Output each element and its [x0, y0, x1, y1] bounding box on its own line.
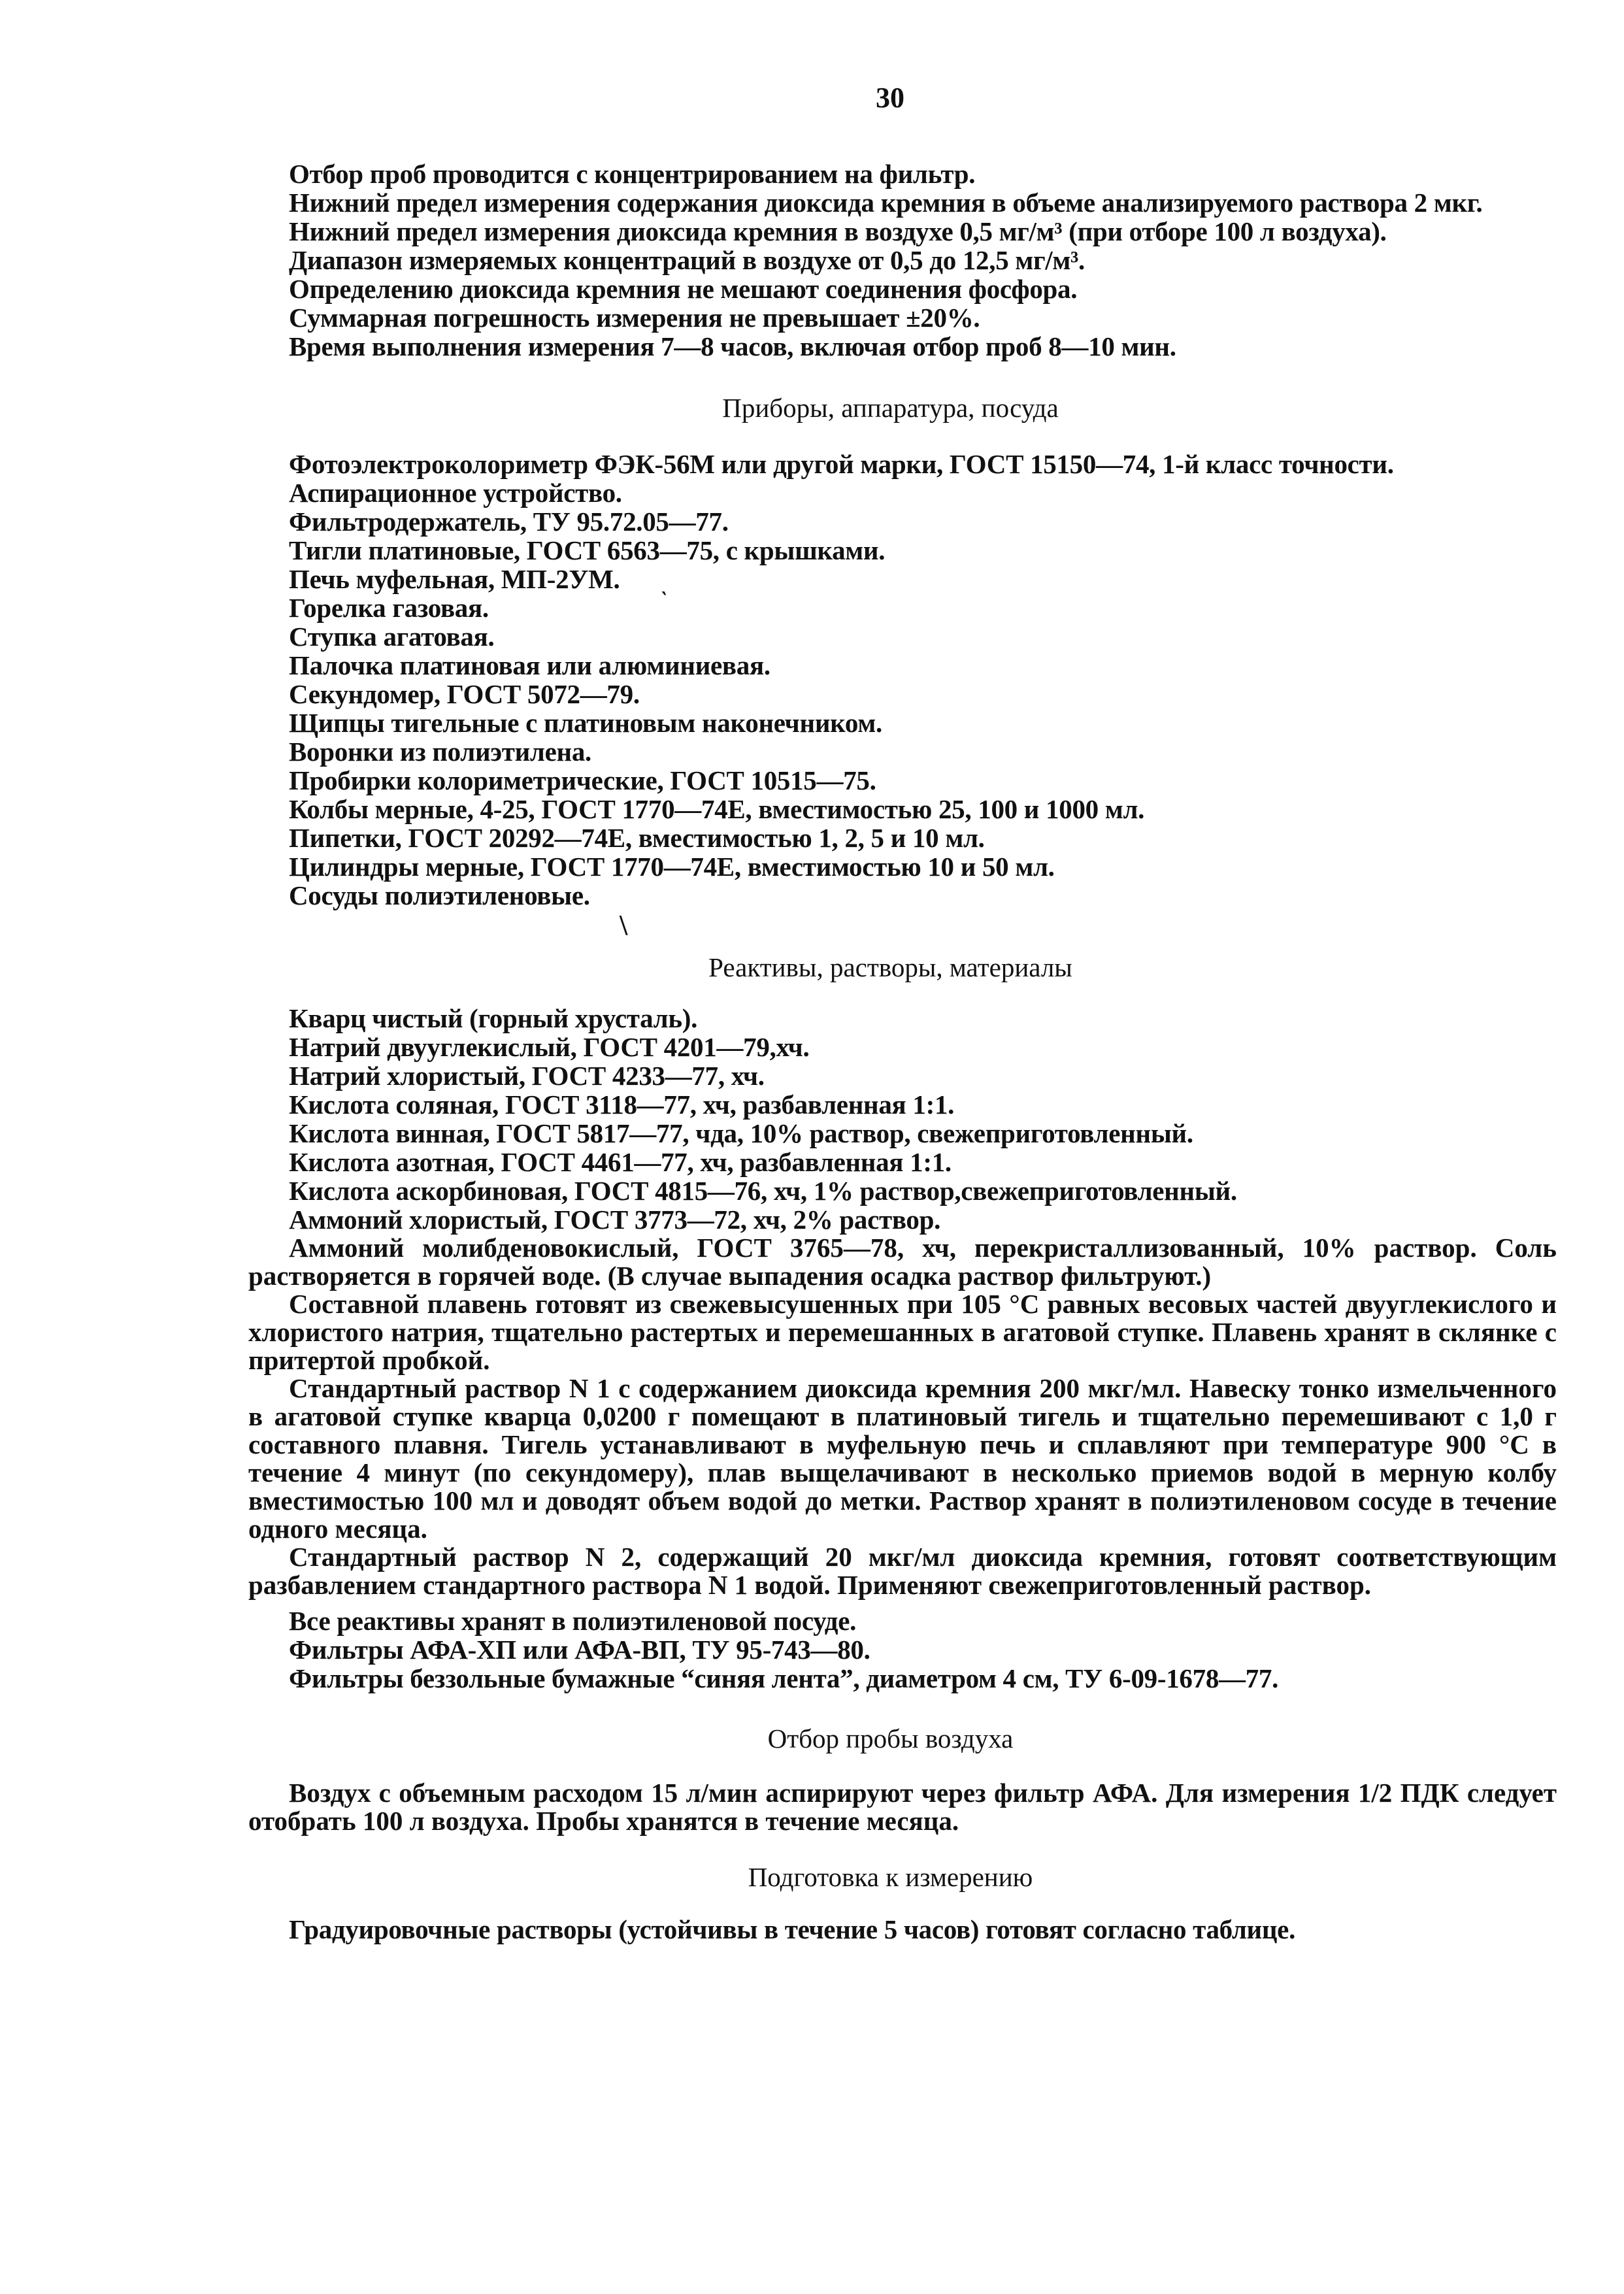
reagent-item: Натрий хлористый, ГОСТ 4233—77, хч. [289, 1061, 765, 1091]
equipment-item: Секундомер, ГОСТ 5072—79. [289, 679, 640, 709]
equipment-item: Печь муфельная, МП-2УМ. [289, 564, 620, 594]
reagent-note: Фильтры беззольные бумажные “синяя лента”, диаметром 4 см, ТУ 6-09-1678—77. [289, 1663, 1279, 1693]
reagent-item: Кварц чистый (горный хрусталь). [289, 1003, 698, 1033]
equipment-item: Пробирки колориметрические, ГОСТ 10515—75. [289, 765, 876, 795]
reagent-item: Кислота соляная, ГОСТ 3118—77, хч, разбавленная 1:1. [289, 1089, 955, 1120]
preparation-text: Градуировочные растворы (устойчивы в течение 5 часов) готовят согласно таблице. [289, 1914, 1296, 1944]
scan-mark: \ [620, 909, 628, 941]
equipment-item: Горелка газовая. [289, 593, 489, 623]
reagent-note: Фильтры АФА-ХП или АФА-ВП, ТУ 95-743—80. [289, 1635, 870, 1665]
intro-line: Диапазон измеряемых концентраций в воздухе от 0,5 до 12,5 мг/м³. [289, 245, 1085, 275]
section-heading-reagents: Реактивы, растворы, материалы [708, 952, 1072, 982]
equipment-item: Фотоэлектроколориметр ФЭК-56М или другой марки, ГОСТ 15150—74, 1-й класс точности. [289, 449, 1394, 479]
equipment-item: Сосуды полиэтиленовые. [289, 880, 590, 910]
reagent-item: Кислота винная, ГОСТ 5817—77, чда, 10% раствор, свежеприготовленный. [289, 1118, 1193, 1148]
section-heading-equipment: Приборы, аппаратура, посуда [722, 393, 1059, 423]
sampling-block [248, 1779, 1557, 1835]
reagents-paragraphs [248, 1234, 1557, 1599]
reagent-paragraph: Стандартный раствор N 2, содержащий 20 мкг/мл диоксида кремния, готовят соответствующим разбавлением стандартного раствора N 1 водой. Применяют свежеприготовленный раствор. [248, 1542, 1557, 1600]
reagent-paragraph: Аммоний молибденовокислый, ГОСТ 3765—78, хч, перекристаллизованный, 10% раствор. Соль растворяется в горячей воде. (В случае выпадения осадка раствор фильтруют.) [248, 1233, 1557, 1291]
reagents-tail [289, 1606, 1557, 1693]
reagent-paragraph: Стандартный раствор N 1 с содержанием диоксида кремния 200 мкг/мл. Навеску тонко измельченного в агатовой ступке кварца 0,0200 г помещают в платиновый тигель и тщательно перемешивают с 1,0 г составного плавня. Тигель устанавливают в муфельную печь и сплавляют при температуре 900 °С в течение 4 минут (по секундомеру), плав выщелачивают в несколько приемов водой в мерную колбу вместимостью 100 мл и доводят объем водой до метки. Раствор хранят в полиэтиленовом сосуде в течение одного месяца. [248, 1373, 1557, 1544]
reagent-item: Кислота аскорбиновая, ГОСТ 4815—76, хч, 1% раствор,свежеприготовленный. [289, 1176, 1237, 1206]
preparation-block [289, 1915, 1557, 1944]
section-heading-sampling: Отбор пробы воздуха [767, 1723, 1014, 1754]
equipment-item: Воронки из полиэтилена. [289, 737, 591, 767]
equipment-item: Ступка агатовая. [289, 622, 495, 652]
reagent-note: Все реактивы хранят в полиэтиленовой посуде. [289, 1606, 857, 1636]
intro-line: Нижний предел измерения содержания диоксида кремния в объеме анализируемого раствора 2 мкг. [289, 188, 1483, 218]
reagent-item: Натрий двууглекислый, ГОСТ 4201—79,хч. [289, 1032, 810, 1062]
equipment-item: Аспирационное устройство. [289, 478, 622, 508]
equipment-item: Палочка платиновая или алюминиевая. [289, 650, 771, 680]
scan-mark: ‵ [661, 589, 667, 610]
reagent-item: Аммоний хлористый, ГОСТ 3773—72, хч, 2% раствор. [289, 1205, 941, 1235]
equipment-item: Щипцы тигельные с платиновым наконечником. [289, 708, 882, 738]
reagent-item: Кислота азотная, ГОСТ 4461—77, хч, разбавленная 1:1. [289, 1147, 952, 1177]
equipment-item: Пипетки, ГОСТ 20292—74Е, вместимостью 1, 2, 5 и 10 мл. [289, 823, 985, 853]
sampling-text: Воздух с объемным расходом 15 л/мин аспирируют через фильтр АФА. Для измерения 1/2 ПДК следует отобрать 100 л воздуха. Пробы хранятся в течение месяца. [248, 1778, 1557, 1836]
intro-line: Нижний предел измерения диоксида кремния в воздухе 0,5 мг/м³ (при отборе 100 л воздуха). [289, 216, 1387, 246]
page-number: 30 [876, 82, 904, 114]
intro-line: Время выполнения измерения 7—8 часов, включая отбор проб 8—10 мин. [289, 331, 1176, 361]
intro-line: Суммарная погрешность измерения не превышает ±20%. [289, 303, 980, 333]
equipment-item: Цилиндры мерные, ГОСТ 1770—74Е, вместимостью 10 и 50 мл. [289, 852, 1055, 882]
equipment-item: Фильтродержатель, ТУ 95.72.05—77. [289, 507, 729, 537]
equipment-item: Колбы мерные, 4-25, ГОСТ 1770—74Е, вместимостью 25, 100 и 1000 мл. [289, 794, 1145, 824]
section-heading-preparation: Подготовка к измерению [748, 1862, 1033, 1892]
reagents-list [289, 1004, 1557, 1234]
equipment-list [289, 450, 1557, 910]
reagent-paragraph: Составной плавень готовят из свежевысушенных при 105 °С равных весовых частей двууглекислого и хлористого натрия, тщательно растертых и перемешанных в агатовой ступке. Плавень хранят в склянке с притертой пробкой. [248, 1289, 1557, 1375]
intro-line: Отбор проб проводится с концентрированием на фильтр. [289, 159, 976, 189]
intro-block [289, 159, 1557, 361]
equipment-item: Тигли платиновые, ГОСТ 6563—75, с крышками. [289, 535, 886, 565]
intro-line: Определению диоксида кремния не мешают соединения фосфора. [289, 274, 1078, 304]
